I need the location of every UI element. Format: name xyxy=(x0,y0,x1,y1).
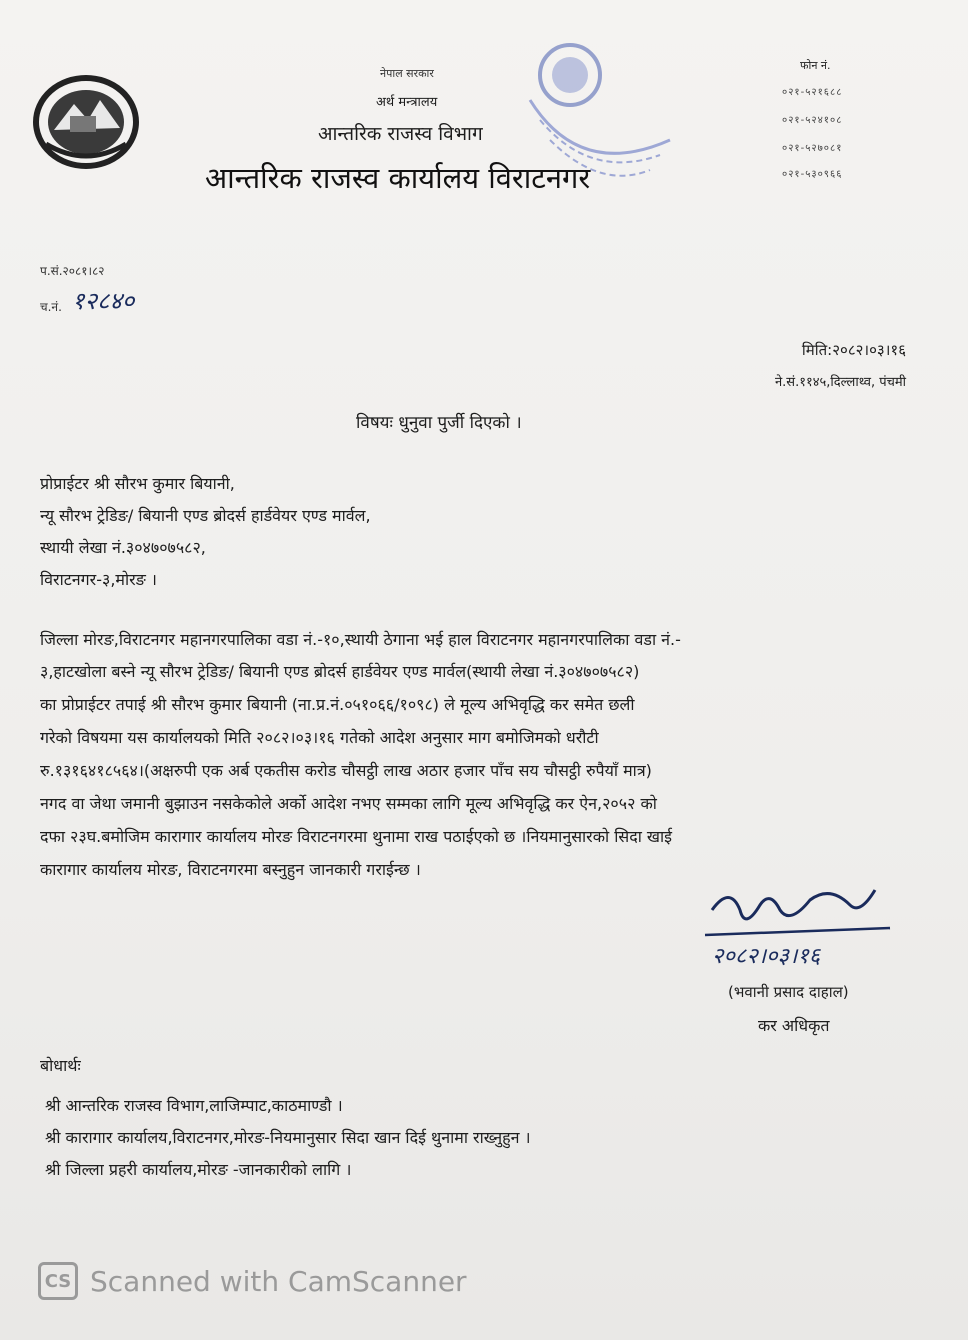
addressee-line: प्रोप्राईटर श्री सौरभ कुमार बियानी, xyxy=(40,474,235,493)
body-line: का प्रोप्राईटर तपाई श्री सौरभ कुमार बियानी (ना.प्र.नं.०५१०६६/१०९८) ले मूल्य अभिवृद्धि कर समेत छली xyxy=(40,695,635,714)
body-line: जिल्ला मोरङ,विराटनगर महानगरपालिका वडा नं.-१०,स्थायी ठेगाना भई हाल विराटनगर महानगरपालिका वडा नं.- xyxy=(40,630,681,649)
dispatch-number: १२८४० xyxy=(72,287,135,315)
cc-item: श्री कारागार कार्यालय,विराटनगर,मोरङ-नियमानुसार सिदा खान दिई थुनामा राख्नुहुन । xyxy=(45,1128,531,1147)
signature-date: २०८२।०३।१६ xyxy=(712,944,821,969)
body-line: कारागार कार्यालय मोरङ, विराटनगरमा बस्नुहुन जानकारी गराईन्छ । xyxy=(40,860,421,879)
letter-subject: विषयः धुनुवा पुर्जी दिएको । xyxy=(356,413,522,433)
cc-label: बोधार्थः xyxy=(40,1056,81,1075)
phone-number: ०२१-५२७०८१ xyxy=(782,143,843,154)
addressee-line: स्थायी लेखा नं.३०४७०७५८२, xyxy=(40,538,206,557)
watermark-text: Scanned with CamScanner xyxy=(90,1264,467,1298)
cc-item: श्री आन्तरिक राजस्व विभाग,लाजिम्पाट,काठमाण्डौ । xyxy=(45,1096,343,1115)
phone-number: ०२१-५२१६८८ xyxy=(782,87,843,98)
addressee-line: न्यू सौरभ ट्रेडिङ/ बियानी एण्ड ब्रोदर्स हार्डवेयर एण्ड मार्वल, xyxy=(40,506,371,525)
signatory-title: कर अधिकृत xyxy=(758,1016,830,1035)
camscanner-logo-icon: CS xyxy=(38,1262,78,1300)
body-line: गरेको विषयमा यस कार्यालयको मिति २०८२।०३।१६ गतेको आदेश अनुसार माग बमोजिमको धरौटी xyxy=(40,728,599,747)
phone-number: ०२१-५३०९६६ xyxy=(782,169,843,180)
body-line: रु.१३१६४१८५६४।(अक्षरुपी एक अर्ब एकतीस करोड चौसट्ठी लाख अठार हजार पाँच सय चौसट्ठी रुपैयाँ मात्र) xyxy=(40,761,652,780)
letter-number: प.सं.२०८१।८२ xyxy=(40,264,105,278)
phone-label: फोन नं. xyxy=(800,59,831,72)
signatory-name: (भवानी प्रसाद दाहाल) xyxy=(728,983,849,1001)
nepal-sambat-date: ने.सं.११४५,दिल्लाथ्व, पंचमी xyxy=(774,375,906,390)
department-name: आन्तरिक राजस्व विभाग xyxy=(318,123,483,145)
body-line: दफा २३घ.बमोजिम कारागार कार्यालय मोरङ विराटनगरमा थुनामा राख पठाईएको छ ।नियमानुसारको सिदा खाई xyxy=(40,827,673,846)
body-line: नगद वा जेथा जमानी बुझाउन नसकेकोले अर्को आदेश नभए सम्मका लागि मूल्य अभिवृद्धि कर ऐन,२०५२ को xyxy=(40,794,657,813)
body-line: ३,हाटखोला बस्ने न्यू सौरभ ट्रेडिङ/ बियानी एण्ड ब्रोदर्स हार्डवेयर एण्ड मार्वल(स्थायी लेखा नं.३०४७०७५८२) xyxy=(40,662,640,681)
cc-item: श्री जिल्ला प्रहरी कार्यालय,मोरङ -जानकारीको लागि । xyxy=(45,1160,352,1179)
government-name: नेपाल सरकार xyxy=(380,67,434,80)
nepal-emblem-icon xyxy=(30,70,142,170)
letter-date: मिति:२०८२।०३।१६ xyxy=(801,341,906,359)
camscanner-watermark xyxy=(38,1262,467,1300)
ministry-name: अर्थ मन्त्रालय xyxy=(376,95,438,110)
phone-number: ०२१-५२४१०८ xyxy=(782,115,843,126)
office-name: आन्तरिक राजस्व कार्यालय विराटनगर xyxy=(205,161,591,195)
addressee-line: विराटनगर-३,मोरङ । xyxy=(40,570,158,589)
dispatch-label: च.नं. xyxy=(40,300,62,314)
